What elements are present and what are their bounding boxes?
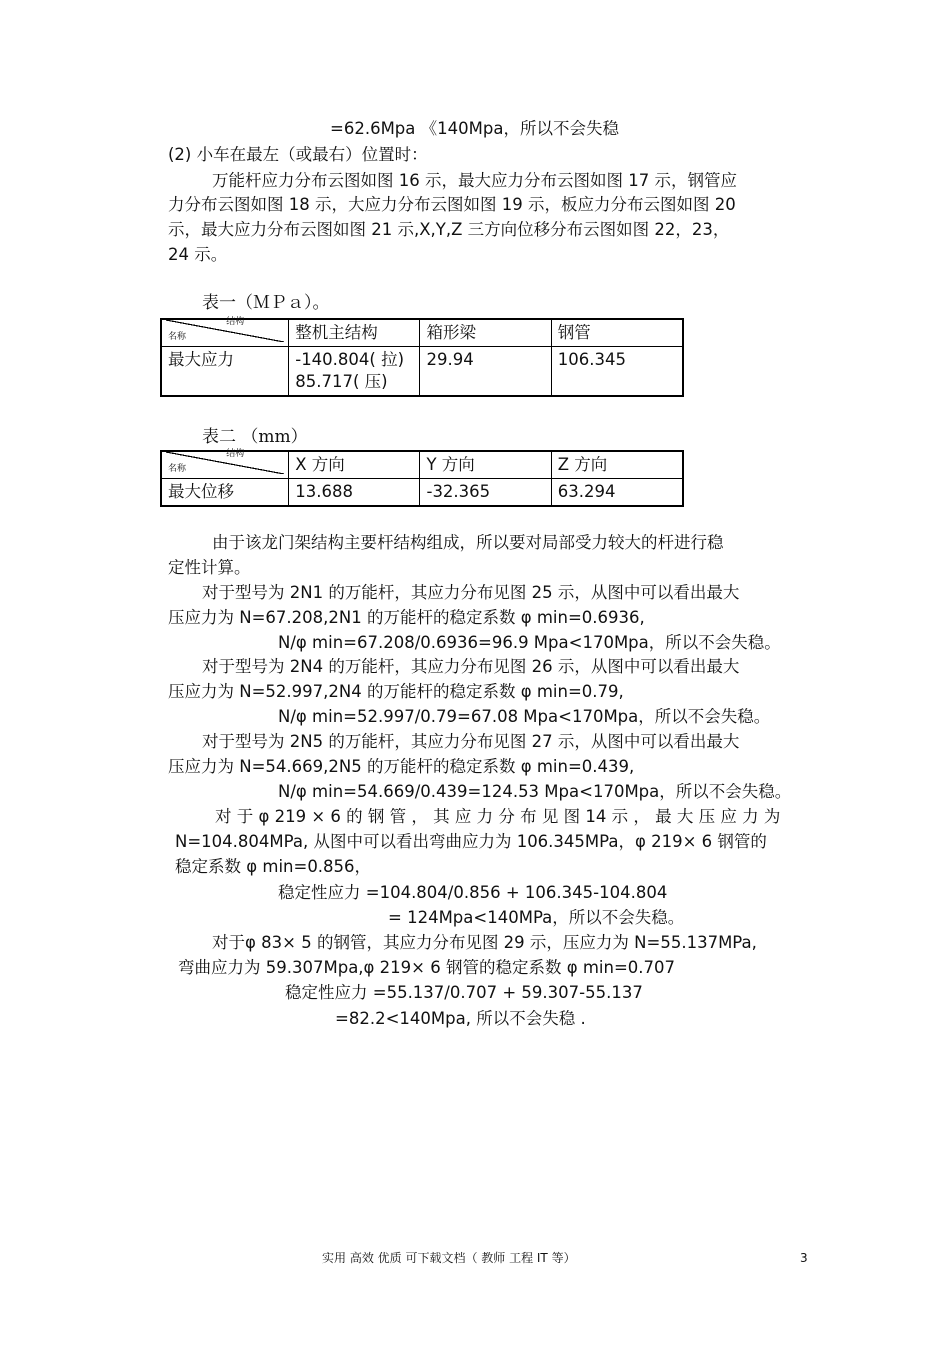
table2-cell: 63.294	[551, 479, 683, 507]
table1-header: 箱形梁	[420, 319, 551, 347]
paragraph-line: 压应力为 N=52.997,2N4 的万能杆的稳定系数 φ min=0.79,	[168, 682, 624, 701]
paragraph-line: 对于型号为 2N5 的万能杆，其应力分布见图 27 示，从图中可以看出最大	[202, 732, 740, 751]
table2-corner-cell	[161, 451, 289, 479]
table1-cell: 29.94	[420, 347, 551, 397]
result-line: =62.6Mpa 《140Mpa，所以不会失稳	[330, 119, 619, 138]
table2-cell: 13.688	[289, 479, 420, 507]
table2-caption: 表二 （mm）	[202, 427, 308, 447]
table1-corner-cell	[161, 319, 289, 347]
page-footer: 实用 高效 优质 可下载文档（ 教师 工程 IT 等）	[322, 1251, 576, 1265]
table1-cell-line: 85.717( 压)	[295, 372, 388, 391]
table1-corner-top: 结构	[226, 317, 245, 327]
table1-row-label: 最大应力	[161, 347, 289, 397]
formula-line: 稳定性应力 =55.137/0.707 + 59.307-55.137	[285, 983, 643, 1002]
paragraph-line: 对 于 φ 219 × 6 的 钢 管 ， 其 应 力 分 布 见 图 14 示 ， 最 大 压 应 力 为	[215, 807, 781, 826]
table2	[160, 450, 684, 507]
formula-line: N/φ min=54.669/0.439=124.53 Mpa<170Mpa，所以不会失稳。	[278, 782, 792, 801]
section-heading: (2) 小车在最左（或最右）位置时：	[168, 145, 428, 164]
table2-corner-bottom: 名称	[168, 464, 187, 474]
table1-cell-line: -140.804( 拉)	[295, 350, 405, 369]
formula-line: N/φ min=52.997/0.79=67.08 Mpa<170Mpa，所以不会失稳。	[278, 707, 771, 726]
table2-corner-top: 结构	[226, 449, 245, 459]
table1	[160, 318, 684, 397]
paragraph-line: 由于该龙门架结构主要杆结构组成，所以要对局部受力较大的杆进行稳	[212, 533, 724, 552]
paragraph-line: 力分布云图如图 18 示，大应力分布云图如图 19 示，板应力分布云图如图 20	[168, 195, 736, 214]
table2-header: X 方向	[289, 451, 420, 479]
table1-corner-bottom: 名称	[168, 332, 187, 342]
table1-cell: 106.345	[551, 347, 683, 397]
paragraph-line: 对于型号为 2N4 的万能杆，其应力分布见图 26 示，从图中可以看出最大	[202, 657, 740, 676]
formula-line: = 124Mpa<140MPa，所以不会失稳。	[388, 908, 685, 927]
formula-line: 稳定性应力 =104.804/0.856 + 106.345-104.804	[278, 883, 668, 902]
formula-line: =82.2<140Mpa, 所以不会失稳 .	[335, 1009, 586, 1028]
paragraph-line: 万能杆应力分布云图如图 16 示，最大应力分布云图如图 17 示，钢管应	[212, 171, 737, 190]
table1-caption: 表一（ＭＰａ）。	[202, 293, 330, 313]
paragraph-line: 压应力为 N=54.669,2N5 的万能杆的稳定系数 φ min=0.439,	[168, 757, 635, 776]
paragraph-line: 示，最大应力分布云图如图 21 示,X,Y,Z 三方向位移分布云图如图 22，23，	[168, 220, 730, 239]
table2-cell: -32.365	[420, 479, 551, 507]
paragraph-line: 弯曲应力为 59.307Mpa,φ 219× 6 钢管的稳定系数 φ min=0.707	[178, 958, 676, 977]
table2-row-label: 最大位移	[161, 479, 289, 507]
table2-header: Y 方向	[420, 451, 551, 479]
paragraph-line: N=104.804MPa, 从图中可以看出弯曲应力为 106.345MPa，φ 219× 6 钢管的	[175, 832, 767, 851]
paragraph-line: 压应力为 N=67.208,2N1 的万能杆的稳定系数 φ min=0.6936,	[168, 608, 645, 627]
table1-header: 钢管	[551, 319, 683, 347]
paragraph-line: 稳定系数 φ min=0.856，	[175, 857, 372, 876]
paragraph-line: 对于型号为 2N1 的万能杆，其应力分布见图 25 示，从图中可以看出最大	[202, 583, 740, 602]
paragraph-line: 24 示。	[168, 245, 228, 264]
formula-line: N/φ min=67.208/0.6936=96.9 Mpa<170Mpa，所以不会失稳。	[278, 633, 781, 652]
table1-cell	[289, 347, 420, 397]
table1-header: 整机主结构	[289, 319, 420, 347]
paragraph-line: 对于φ 83× 5 的钢管，其应力分布见图 29 示，压应力为 N=55.137MPa,	[212, 933, 757, 952]
page-number: 3	[800, 1251, 808, 1265]
table2-header: Z 方向	[551, 451, 683, 479]
paragraph-line: 定性计算。	[168, 558, 251, 577]
